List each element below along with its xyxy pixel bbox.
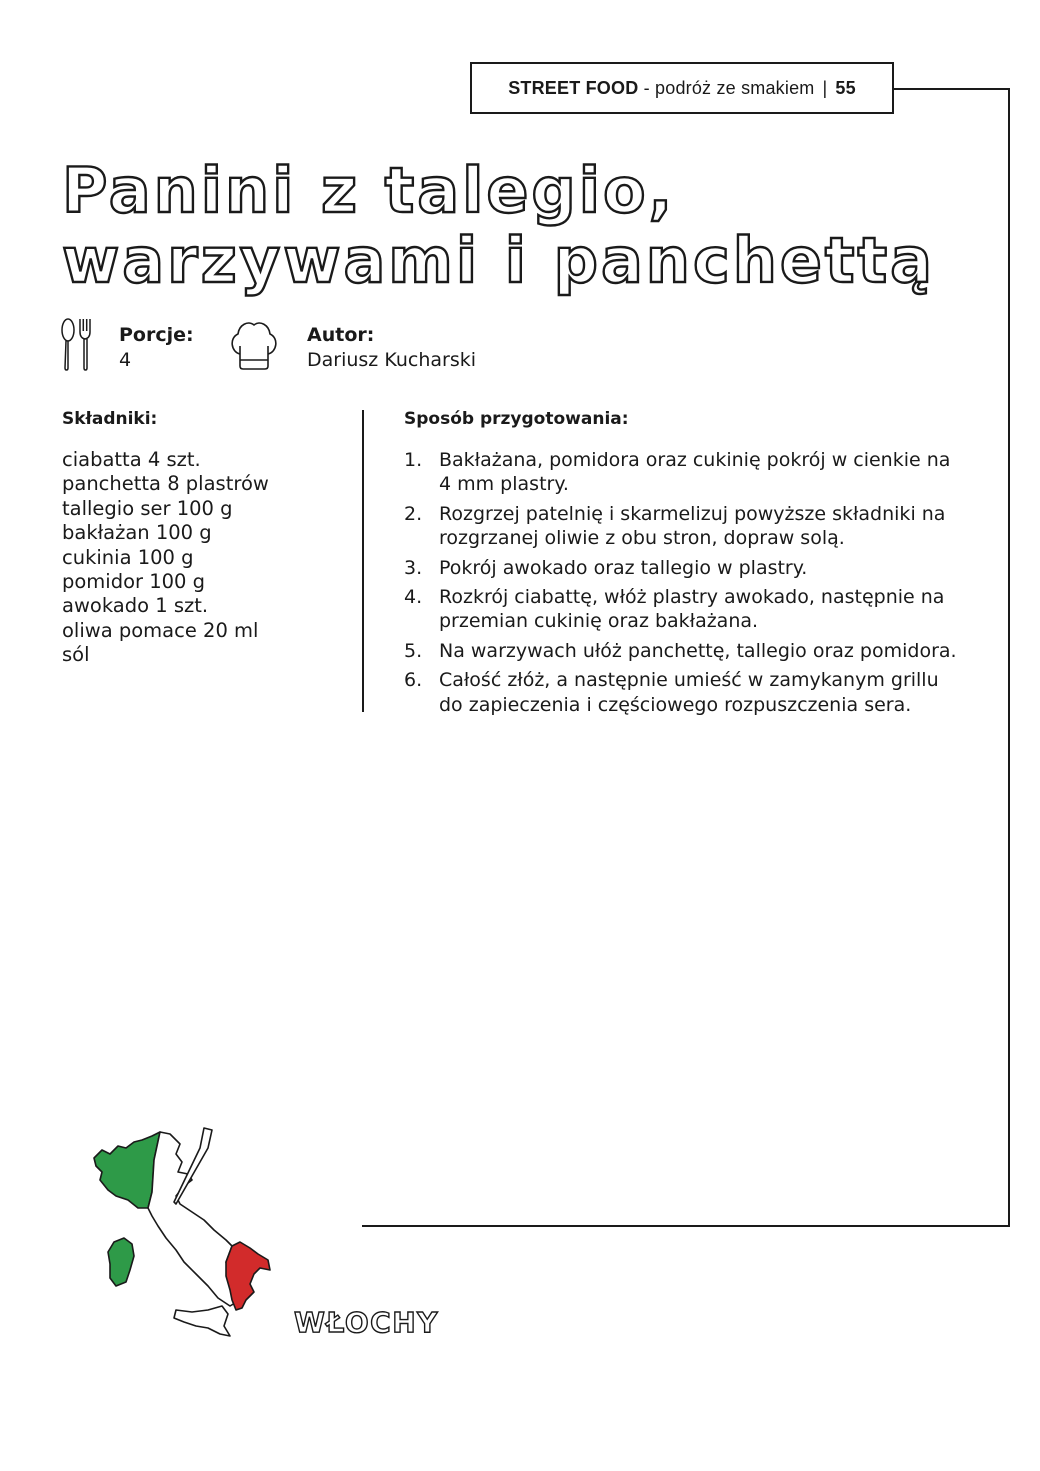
ingredient-item: awokado 1 szt. — [62, 594, 209, 618]
method-step — [404, 502, 964, 551]
running-header — [470, 62, 894, 114]
method-step — [404, 639, 964, 663]
step-text: Na warzywach ułóż panchettę, tallegio oraz pomidora. — [439, 639, 957, 662]
ingredient-item: sól — [62, 643, 90, 667]
ingredient-item: pomidor 100 g — [62, 570, 206, 594]
chef-hat-icon — [228, 316, 280, 372]
ingredient-item: tallegio ser 100 g — [62, 496, 233, 520]
map-sicily — [174, 1306, 230, 1336]
map-sardinia — [108, 1238, 134, 1286]
step-number: 5. — [404, 639, 423, 662]
step-number: 3. — [404, 556, 423, 579]
ingredient-item: bakłażan 100 g — [62, 521, 212, 545]
step-text: Rozgrzej patelnię i skarmelizuj powyższe składniki na rozgrzanej oliwie z obu stron, dopraw solą. — [439, 502, 946, 550]
map-region-white — [148, 1132, 240, 1306]
ingredient-item: oliwa pomace 20 ml — [62, 618, 259, 642]
ingredient-item: panchetta 8 plastrów — [62, 472, 269, 496]
cutlery-icon — [60, 316, 94, 372]
column-divider — [362, 410, 364, 712]
ingredients-heading: Składniki: — [62, 409, 158, 429]
method-step — [404, 448, 964, 497]
step-text: Całość złóż, a następnie umieść w zamykanym grillu do zapieczenia i częściowego rozpuszczenia sera. — [439, 669, 939, 716]
step-number: 1. — [404, 449, 423, 471]
method-step — [404, 556, 964, 580]
step-text: Bakłażana, pomidora oraz cukinię pokrój w cienkie na 4 mm plastry. — [439, 449, 951, 496]
step-text: Pokrój awokado oraz tallegio w plastry. — [439, 556, 808, 579]
ingredients-list — [62, 448, 269, 668]
ingredient-item: ciabatta 4 szt. — [62, 448, 201, 471]
step-number: 2. — [404, 502, 423, 525]
header-subtitle: - podróż ze smakiem — [643, 77, 815, 98]
country-label: WŁOCHY — [294, 1306, 439, 1339]
recipe-title-line-2: warzywami i panchettą — [62, 224, 935, 297]
frame-line-right — [1008, 88, 1010, 1227]
recipe-title-line-1: Panini z talegio, — [62, 154, 676, 227]
step-number: 6. — [404, 669, 423, 692]
frame-line-top — [894, 88, 1010, 90]
frame-line-bottom — [362, 1225, 1010, 1227]
portions-value: 4 — [119, 349, 132, 371]
method-heading: Sposób przygotowania: — [404, 409, 629, 429]
author-label: Autor: — [307, 324, 375, 346]
ingredient-item: cukinia 100 g — [62, 545, 194, 569]
map-region-red — [226, 1242, 270, 1310]
step-text: Rozkrój ciabattę, włóż plastry awokado, następnie na przemian cukinię oraz bakłażana. — [439, 586, 945, 633]
italy-map-icon — [80, 1120, 290, 1345]
step-number: 4. — [404, 586, 423, 609]
portions-label: Porcje: — [119, 324, 194, 346]
header-section: STREET FOOD — [508, 77, 639, 98]
author-value: Dariusz Kucharski — [307, 349, 476, 371]
method-step — [404, 668, 964, 717]
recipe-title — [62, 156, 935, 296]
page-number: 55 — [835, 77, 856, 98]
method-step — [404, 585, 964, 634]
header-separator: | — [822, 77, 828, 98]
method-steps — [404, 448, 964, 722]
